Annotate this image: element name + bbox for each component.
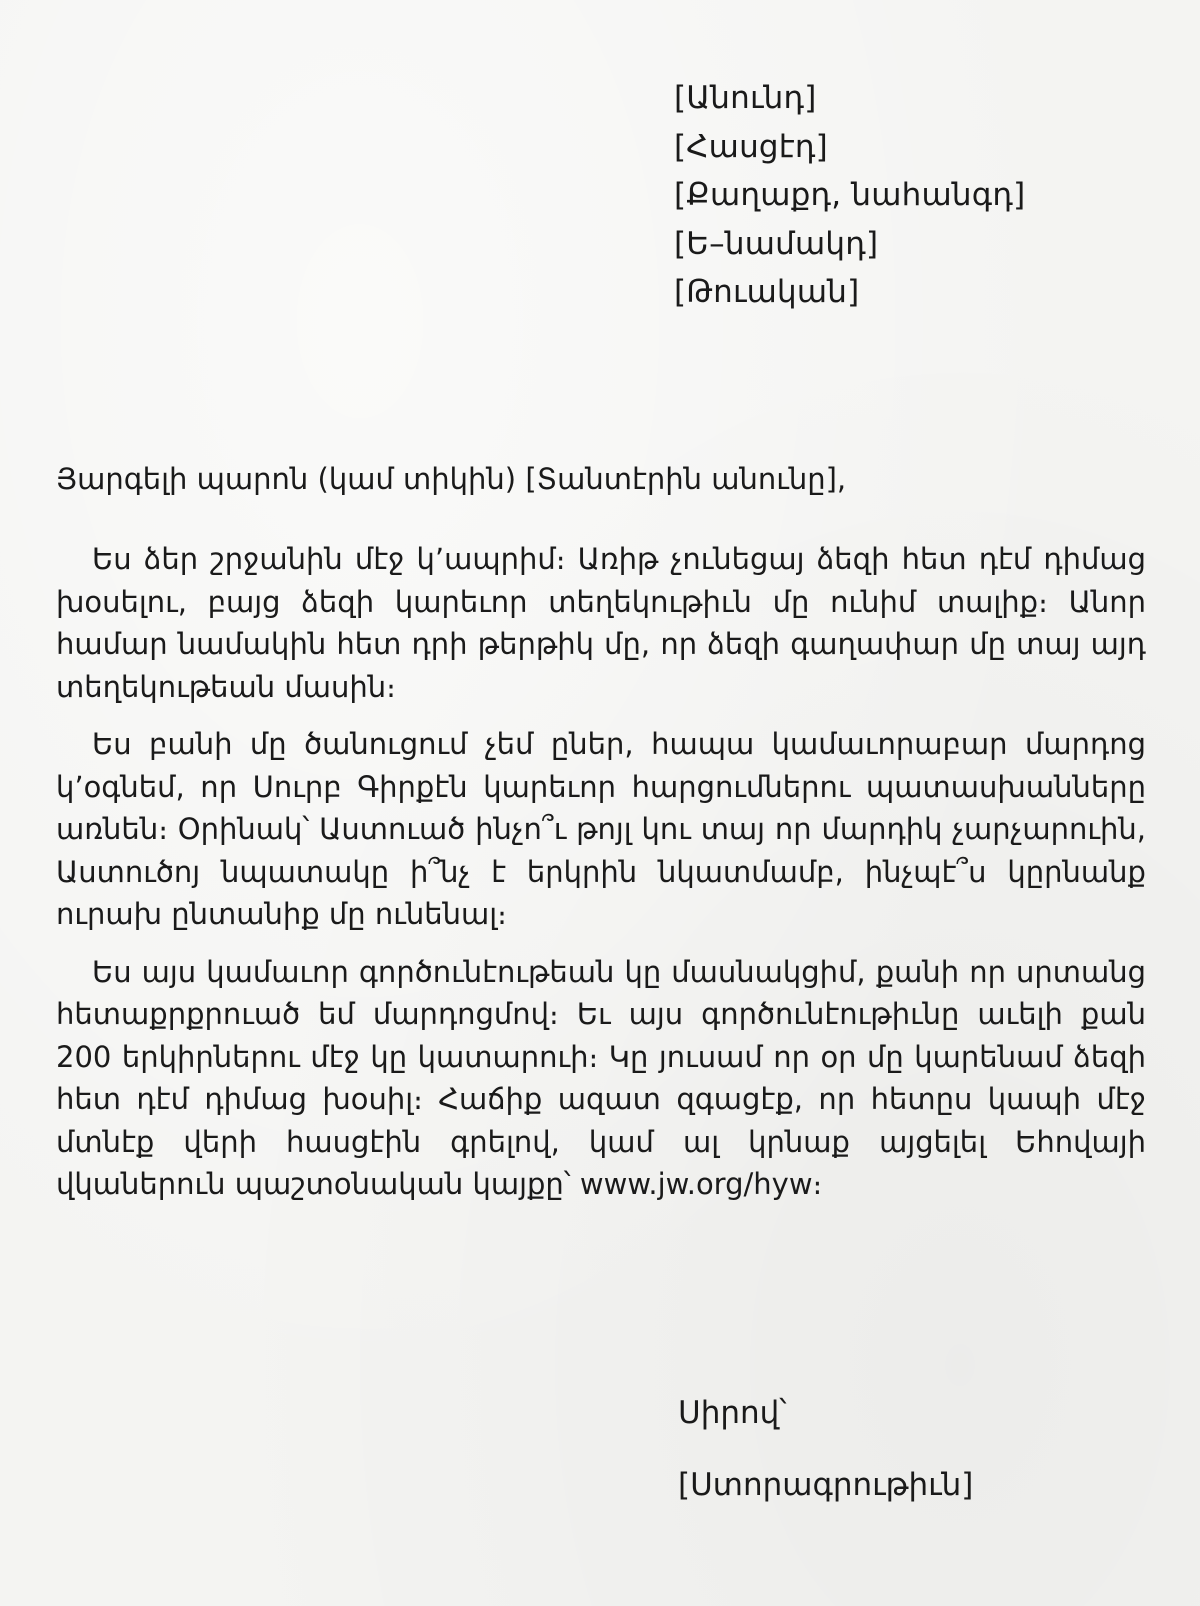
body-paragraph-3: Ես այս կամաւոր գործունէութեան կը մասնակցիմ, քանի որ սրտանց հետաքրքրուած եմ մարդոցմով։ Եւ այս գործունէութիւնը աւելի քան 200 երկիրներու մէջ կը կատարուի։ Կը յուսամ որ օր մը կարենամ ձեզի հետ դէմ դիմաց խօսիլ։ Հաճիք ազատ զգացէք, որ հետըս կապի մէջ մտնէք վերի հասցէին գրելով, կամ ալ կրնաք այցելել Եհովայի վկաներուն պաշտօնական կայքը՝ www.jw.org/hyw։ bbox=[56, 954, 1146, 1201]
sender-name: [Անունդ] bbox=[674, 80, 817, 116]
salutation: Յարգելի պարոն (կամ տիկին) [Տանտէրին անունը], bbox=[56, 462, 847, 496]
body-paragraph-2: Ես բանի մը ծանուցում չեմ ըներ, հապա կամաւորաբար մարդոց կ’օգնեմ, որ Սուրբ Գիրքէն կարեւոր հարցումներու պատասխանները առնեն։ Օրինակ՝ Աստուած ինչո՞ւ թոյլ կու տայ որ մարդիկ չարչարուին, Աստուծոյ նպատակը ի՞նչ է երկրին նկատմամբ, ինչպէ՞ս կըրնանք ուրախ ընտանիք մը ունենալ։ bbox=[56, 727, 1146, 931]
letter-date: [Թուական] bbox=[674, 274, 860, 310]
sender-email: [Ե–նամակդ] bbox=[674, 225, 879, 262]
sender-address: [Հասցէդ] bbox=[674, 128, 828, 165]
sender-city-state: [Քաղաքդ, նահանգդ] bbox=[674, 177, 1026, 213]
closing-line: Սիրով՝ bbox=[678, 1395, 787, 1431]
letter-body bbox=[56, 538, 1146, 1221]
signature-placeholder: [Ստորագրութիւն] bbox=[678, 1467, 974, 1503]
body-paragraph-1: Ես ձեր շրջանին մէջ կ’ապրիմ։ Առիթ չունեցայ ձեզի հետ դէմ դիմաց խօսելու, բայց ձեզի կարեւոր տեղեկութիւն մը ունիմ տալիք։ Անոր համար նամակին հետ դրի թերթիկ մը, որ ձեզի գաղափար մը տայ այդ տեղեկութեան մասին։ bbox=[56, 542, 1146, 704]
sender-block bbox=[674, 74, 1025, 317]
